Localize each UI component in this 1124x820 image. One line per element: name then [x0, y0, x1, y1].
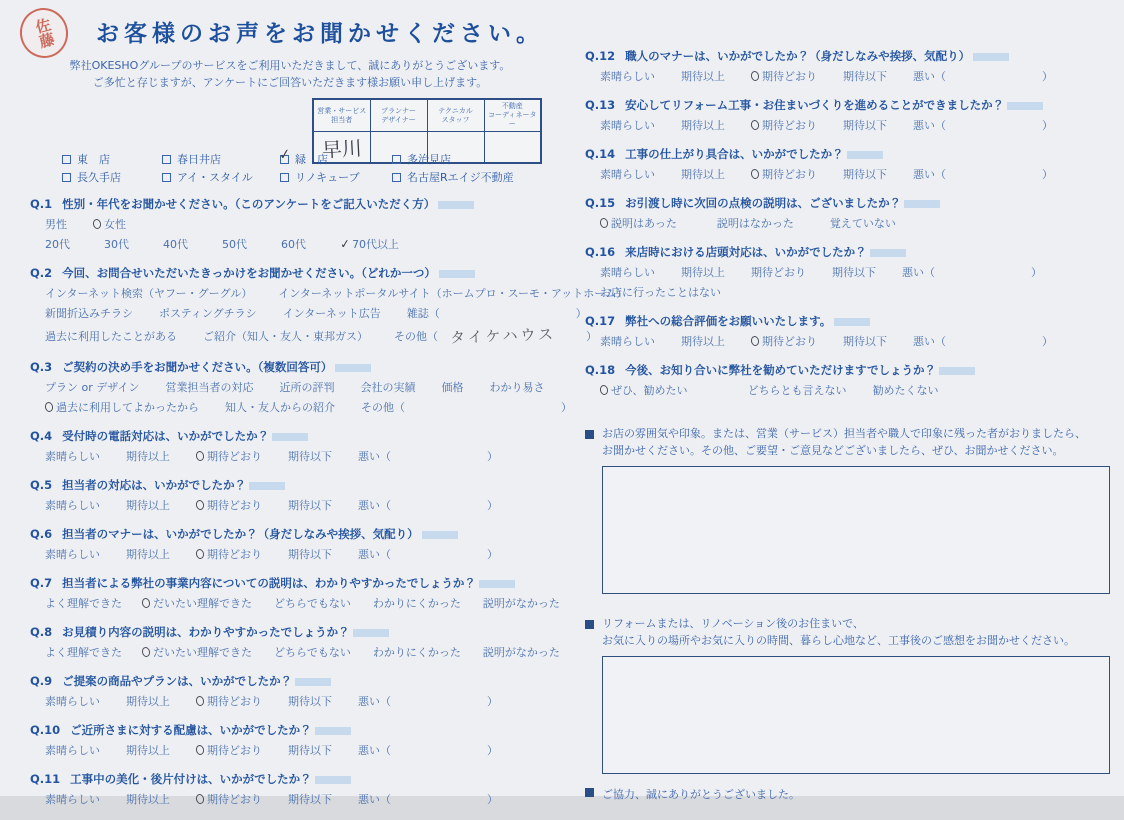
option-label: 素晴らしい [600, 266, 655, 279]
staff-header-cell: プランナー デザイナー [370, 99, 427, 132]
store-label: 春日井店 [177, 153, 221, 166]
handwritten-circle-mark [750, 119, 760, 130]
comment-section [585, 616, 1110, 774]
title-highlight [1007, 102, 1043, 110]
staff-header-cell: 営業・サービス 担当者 [313, 99, 370, 132]
question-block [585, 48, 1110, 84]
handwritten-circle-mark [195, 548, 205, 559]
title-highlight [847, 151, 883, 159]
comment-section [585, 426, 1110, 594]
question-number: Q.17 [585, 314, 616, 328]
option-label: ご紹介（知人・友人・東邦ガス） [203, 329, 368, 343]
title-highlight [939, 367, 975, 375]
option-label: 期待以下 [288, 499, 332, 512]
option-line [30, 693, 542, 709]
store-checkbox [280, 173, 289, 182]
question-heading [30, 722, 542, 738]
option-line [30, 285, 628, 301]
question-heading [30, 428, 542, 444]
store-checkbox [392, 173, 401, 182]
question-block [30, 196, 542, 252]
option-label: どちらでもない [274, 597, 351, 610]
option-label: 期待以上 [126, 548, 170, 561]
question-number: Q.9 [30, 674, 53, 688]
handwritten-circle-mark [750, 335, 760, 346]
option-label: 素晴らしい [45, 499, 100, 512]
question-title: 今後、お知り合いに弊社を勧めていただけますでしょうか？ [625, 363, 936, 377]
staff-header-cell: テクニカル スタッフ [427, 99, 484, 132]
option-label: プラン or デザイン [45, 381, 140, 394]
option-label: どちらでもない [274, 646, 351, 659]
option-label: 期待以下 [288, 744, 332, 757]
store-checkbox [162, 173, 171, 182]
option-label: 期待どおり [196, 742, 262, 758]
option-label: 悪い（ [358, 793, 391, 806]
store-option [162, 151, 280, 167]
question-heading [30, 771, 542, 787]
question-block [30, 526, 542, 562]
handwritten-staff-name: 早川 [321, 135, 363, 162]
option-label: ） [487, 744, 498, 757]
option-label: よく理解できた [45, 646, 122, 659]
option-label: 期待以上 [126, 695, 170, 708]
question-block [585, 362, 1110, 398]
title-highlight [479, 580, 515, 588]
option-label: その他（ [394, 329, 438, 343]
handwritten-circle-mark [599, 217, 609, 228]
store-checkbox [62, 173, 71, 182]
option-label: 期待以上 [126, 499, 170, 512]
option-label: ） [586, 329, 598, 343]
store-checkbox [62, 155, 71, 164]
question-heading [585, 97, 1110, 113]
handwritten-check-mark: ✓ [339, 236, 351, 252]
handwritten-circle-mark [44, 401, 54, 412]
option-label: 素晴らしい [600, 168, 655, 181]
option-line [585, 333, 1110, 349]
store-option [280, 169, 392, 185]
option-label: ） [487, 793, 498, 806]
comment-bullet-icon [585, 430, 594, 439]
option-label: 素晴らしい [600, 119, 655, 132]
option-label: インターネット広告 [282, 307, 381, 320]
store-option [162, 169, 280, 185]
option-label: 期待以上 [681, 70, 725, 83]
option-label: 60代 [281, 238, 306, 251]
question-heading [30, 624, 542, 640]
question-block [30, 575, 560, 611]
question-heading [30, 575, 542, 591]
option-label: 期待どおり [751, 333, 817, 349]
option-line [30, 236, 542, 252]
option-label: インターネットポータルサイト（ホームプロ・スーモ・アットホーム） [278, 287, 628, 300]
question-heading [585, 48, 1110, 64]
store-label: 多治見店 [407, 153, 451, 166]
option-label: 悪い（ [913, 70, 946, 83]
title-highlight [438, 201, 474, 209]
question-number: Q.8 [30, 625, 53, 639]
option-label: 価格 [441, 381, 464, 394]
question-number: Q.10 [30, 723, 61, 737]
option-label: ） [487, 695, 498, 708]
option-label: 悪い（ [913, 168, 946, 181]
title-highlight [295, 678, 331, 686]
option-label: 知人・友人からの紹介 [225, 401, 335, 414]
question-title: ご提案の商品やプランは、いかがでしたか？ [62, 674, 293, 688]
question-heading [30, 196, 542, 212]
store-label: リノキューブ [295, 171, 360, 184]
option-label: わかりにくかった [372, 646, 461, 659]
title-highlight [422, 531, 458, 539]
title-highlight [335, 364, 371, 372]
question-block [30, 673, 542, 709]
option-line [30, 305, 587, 321]
question-title: ご契約の決め手をお聞かせください。（複数回答可） [62, 360, 333, 374]
question-block [585, 97, 1110, 133]
question-block [30, 359, 572, 415]
staff-table-header-row [313, 99, 541, 132]
option-label: 期待以上 [681, 119, 725, 132]
option-label: 近所の評判 [279, 381, 335, 394]
option-label: 期待どおり [751, 68, 817, 84]
option-label: 雑誌（ [406, 307, 440, 320]
question-title: 担当者のマナーは、いかがでしたか？（身だしなみや挨拶、気配り） [62, 527, 419, 541]
option-label: わかり易さ [489, 381, 545, 394]
handwritten-circle-mark [141, 597, 151, 608]
handwritten-circle-mark [599, 384, 609, 395]
question-number: Q.3 [30, 360, 53, 374]
option-line [30, 399, 572, 415]
option-label: 期待以下 [288, 450, 332, 463]
option-label: 素晴らしい [45, 450, 100, 463]
question-title: お見積り内容の説明は、わかりやすかったでしょうか？ [62, 625, 350, 639]
store-label: 東 店 [77, 153, 110, 166]
question-number: Q.16 [585, 245, 616, 259]
option-label: ） [1042, 335, 1053, 348]
question-title: 性別・年代をお聞かせください。（このアンケートをご記入いただく方） [62, 197, 436, 211]
option-label: ） [487, 450, 498, 463]
option-label: 男性 [45, 218, 67, 231]
question-block [585, 313, 1110, 349]
handwritten-circle-mark [92, 218, 102, 229]
handwritten-circle-mark [195, 450, 205, 461]
question-block [30, 428, 542, 464]
store-checkbox [277, 145, 292, 164]
comment-label-line: お店の雰囲気や印象。または、営業（サービス）担当者や職人で印象に残った者がおりましたら、 [602, 427, 1086, 440]
option-line [585, 264, 1110, 280]
option-label: 説明はなかった [716, 217, 794, 230]
question-title: 工事の仕上がり具合は、いかがでしたか？ [625, 147, 844, 161]
question-heading [30, 526, 542, 542]
option-label: 期待以上 [126, 793, 170, 806]
question-number: Q.4 [30, 429, 53, 443]
option-label: ） [1042, 70, 1053, 83]
option-label: 期待以下 [843, 335, 887, 348]
store-option [392, 169, 542, 185]
comment-bullet-icon [585, 620, 594, 629]
comment-label-line: お気に入りの場所やお気に入りの時間、暮らし心地など、工事後のご感想をお聞かせください。 [602, 633, 1075, 647]
option-line [30, 546, 542, 562]
title-highlight [249, 482, 285, 490]
option-label: 期待どおり [196, 448, 262, 464]
questions-right-host [585, 48, 1110, 398]
store-row [62, 169, 542, 185]
option-label: 素晴らしい [45, 695, 100, 708]
option-label: 期待以下 [288, 548, 332, 561]
comment-label-line: リフォームまたは、リノベーション後のお住まいで、 [602, 617, 864, 630]
option-label: 説明はあった [600, 215, 677, 231]
handwritten-circle-mark [195, 499, 205, 510]
option-label: 期待以上 [681, 266, 725, 279]
option-label: 素晴らしい [600, 335, 655, 348]
title-highlight [315, 727, 351, 735]
question-number: Q.6 [30, 527, 53, 541]
title-highlight [973, 53, 1009, 61]
option-label: 過去に利用したことがある [45, 329, 177, 343]
option-label: わかりにくかった [372, 597, 461, 610]
option-label: 悪い（ [358, 548, 391, 561]
question-block [30, 771, 542, 807]
option-label: 営業担当者の対応 [165, 381, 254, 394]
option-line [585, 382, 1110, 398]
greeting-text [28, 57, 552, 91]
option-label: よく理解できた [45, 597, 122, 610]
option-label: 期待どおり [751, 266, 806, 279]
option-label: 40代 [163, 238, 188, 251]
option-label: 期待以下 [832, 266, 876, 279]
closing-text: ご協力、誠にありがとうございました。 [602, 788, 800, 801]
handwritten-circle-mark [195, 695, 205, 706]
store-label: 長久手店 [77, 171, 121, 184]
option-label: 悪い（ [358, 499, 391, 512]
question-title: 職人のマナーは、いかがでしたか？（身だしなみや挨拶、気配り） [625, 49, 971, 63]
closing-note [585, 786, 1110, 802]
title-highlight [904, 200, 940, 208]
store-label: 名古屋Rエイジ不動産 [407, 171, 514, 184]
handwritten-check-mark: ✓ [277, 145, 292, 164]
option-label: だいたい理解できた [142, 644, 252, 660]
question-title: ご近所さまに対する配慮は、いかがでしたか？ [70, 723, 312, 737]
option-label: 悪い（ [358, 744, 391, 757]
store-label: 緑 店 [295, 153, 328, 166]
option-label: その他（ [361, 401, 405, 414]
question-block [585, 146, 1110, 182]
option-line [30, 644, 560, 660]
question-number: Q.1 [30, 197, 53, 211]
option-label: 悪い（ [913, 335, 946, 348]
option-line [30, 325, 598, 347]
option-label: ✓ 70代以上 [339, 236, 400, 252]
option-label: 勧めたくない [872, 384, 939, 397]
option-label: 期待以下 [288, 793, 332, 806]
staff-header-cell: 不動産 コーディネーター [484, 99, 541, 132]
option-label: 会社の実績 [360, 381, 416, 394]
option-label: 素晴らしい [45, 793, 100, 806]
store-option [62, 151, 162, 167]
option-line [30, 791, 542, 807]
question-number: Q.14 [585, 147, 616, 161]
hanko-stamp-text: 佐藤 [32, 16, 57, 50]
option-line [585, 284, 1110, 300]
option-label: 期待以上 [681, 335, 725, 348]
question-number: Q.7 [30, 576, 53, 590]
question-block [30, 722, 542, 758]
title-highlight [315, 776, 351, 784]
option-label: 期待どおり [751, 117, 817, 133]
handwritten-circle-mark [750, 70, 760, 81]
option-label: 説明がなかった [482, 597, 560, 610]
question-block [585, 244, 1110, 300]
store-checkbox [162, 155, 171, 164]
question-number: Q.18 [585, 363, 616, 377]
question-heading [585, 313, 1110, 329]
option-label: ） [1031, 266, 1042, 279]
option-label: ） [1042, 168, 1053, 181]
question-title: 担当者の対応は、いかがでしたか？ [62, 478, 247, 492]
option-label: 覚えていない [829, 217, 896, 230]
question-number: Q.13 [585, 98, 616, 112]
option-label: 期待どおり [196, 546, 262, 562]
option-label: 期待以上 [126, 744, 170, 757]
option-label: 素晴らしい [600, 70, 655, 83]
option-line [30, 595, 560, 611]
option-label: ） [561, 401, 572, 414]
option-label: だいたい理解できた [142, 595, 252, 611]
option-label: インターネット検索（ヤフー・グーグル） [45, 287, 253, 300]
handwritten-answer: タイケハウス [449, 325, 557, 347]
hanko-stamp [15, 3, 74, 63]
question-title: 受付時の電話対応は、いかがでしたか？ [62, 429, 270, 443]
option-line [30, 216, 542, 232]
option-label: 期待どおり [196, 693, 262, 709]
option-label: 50代 [222, 238, 247, 251]
question-heading [585, 146, 1110, 162]
question-heading [30, 265, 542, 281]
option-label: ） [575, 307, 587, 320]
option-label: 期待以下 [288, 695, 332, 708]
option-label: 期待以下 [843, 119, 887, 132]
greeting-line: ご多忙と存じますが、アンケートにご回答いただきます様お願い申し上げます。 [92, 76, 488, 90]
question-heading [30, 359, 542, 375]
store-option [62, 169, 162, 185]
option-label: 20代 [45, 238, 70, 251]
option-label: どちらとも言えない [747, 384, 847, 397]
greeting-line: 弊社OKESHOグループのサービスをご利用いただきまして、誠にありがとうございます。 [69, 59, 511, 72]
option-label: 期待以上 [681, 168, 725, 181]
option-line [30, 497, 542, 513]
option-line [30, 448, 542, 464]
option-label: お店に行ったことはない [600, 286, 721, 299]
question-title: 工事中の美化・後片付けは、いかがでしたか？ [70, 772, 312, 786]
question-block [30, 477, 542, 513]
option-label: 期待以下 [843, 168, 887, 181]
option-label: 悪い（ [358, 450, 391, 463]
handwritten-circle-mark [141, 646, 151, 657]
option-label: 悪い（ [913, 119, 946, 132]
question-number: Q.15 [585, 196, 616, 210]
option-line [585, 215, 1110, 231]
store-label: アイ・スタイル [177, 171, 253, 184]
question-title: 安心してリフォーム工事・お住まいづくりを進めることができましたか？ [625, 98, 1005, 112]
title-highlight [439, 270, 475, 278]
question-block [585, 195, 1110, 231]
handwritten-circle-mark [195, 744, 205, 755]
option-label: 過去に利用してよかったから [45, 399, 199, 415]
question-heading [30, 477, 542, 493]
questions-column-right [585, 48, 1110, 802]
option-label: 素晴らしい [45, 548, 100, 561]
store-checkbox [392, 155, 401, 164]
question-number: Q.12 [585, 49, 616, 63]
option-label: 説明がなかった [482, 646, 560, 659]
option-line [585, 166, 1110, 182]
store-option [392, 151, 542, 167]
option-line [585, 68, 1110, 84]
handwritten-circle-mark [750, 168, 760, 179]
question-number: Q.5 [30, 478, 53, 492]
option-label: 期待どおり [196, 791, 262, 807]
comment-textbox [602, 656, 1110, 774]
option-label: 素晴らしい [45, 744, 100, 757]
question-title: お引渡し時に次回の点検の説明は、ございましたか？ [625, 196, 902, 210]
title-highlight [834, 318, 870, 326]
question-title: 来店時における店頭対応は、いかがでしたか？ [625, 245, 867, 259]
comment-label-line: お聞かせください。その他、ご要望・ご意見などございましたら、ぜひ、お聞かせください。 [602, 443, 1064, 457]
option-line [30, 742, 542, 758]
option-line [585, 117, 1110, 133]
option-label: 期待以上 [126, 450, 170, 463]
title-highlight [353, 629, 389, 637]
question-heading [30, 673, 542, 689]
option-label: 悪い（ [902, 266, 935, 279]
title-highlight [870, 249, 906, 257]
option-label: 新聞折込みチラシ [45, 307, 133, 320]
question-title: 今回、お問合せいただいたきっかけをお聞かせください。（どれか一つ） [62, 266, 436, 280]
title-highlight [272, 433, 308, 441]
question-block [30, 624, 560, 660]
page-title: お客様のお声をお聞かせください。 [96, 21, 544, 47]
question-number: Q.2 [30, 266, 53, 280]
option-label: 期待どおり [751, 166, 817, 182]
handwritten-circle-mark [195, 793, 205, 804]
question-heading [585, 195, 1110, 211]
option-line [30, 379, 545, 395]
closing-bullet-icon [585, 788, 594, 797]
option-label: 悪い（ [358, 695, 391, 708]
option-label: 期待どおり [196, 497, 262, 513]
option-label: ） [487, 548, 498, 561]
question-heading [585, 362, 1110, 378]
option-label: ） [1042, 119, 1053, 132]
question-title: 弊社への総合評価をお願いいたします。 [625, 314, 832, 328]
option-label: ぜひ、勧めたい [600, 382, 688, 398]
option-label: 女性 [93, 216, 126, 232]
option-label: 30代 [104, 238, 129, 251]
option-label: ポスティングチラシ [159, 307, 257, 320]
option-label: ） [487, 499, 498, 512]
comment-textbox [602, 466, 1110, 594]
question-title: 担当者による弊社の事業内容についての説明は、わかりやすかったでしょうか？ [62, 576, 476, 590]
option-label: 期待以下 [843, 70, 887, 83]
question-number: Q.11 [30, 772, 61, 786]
question-heading [585, 244, 1110, 260]
